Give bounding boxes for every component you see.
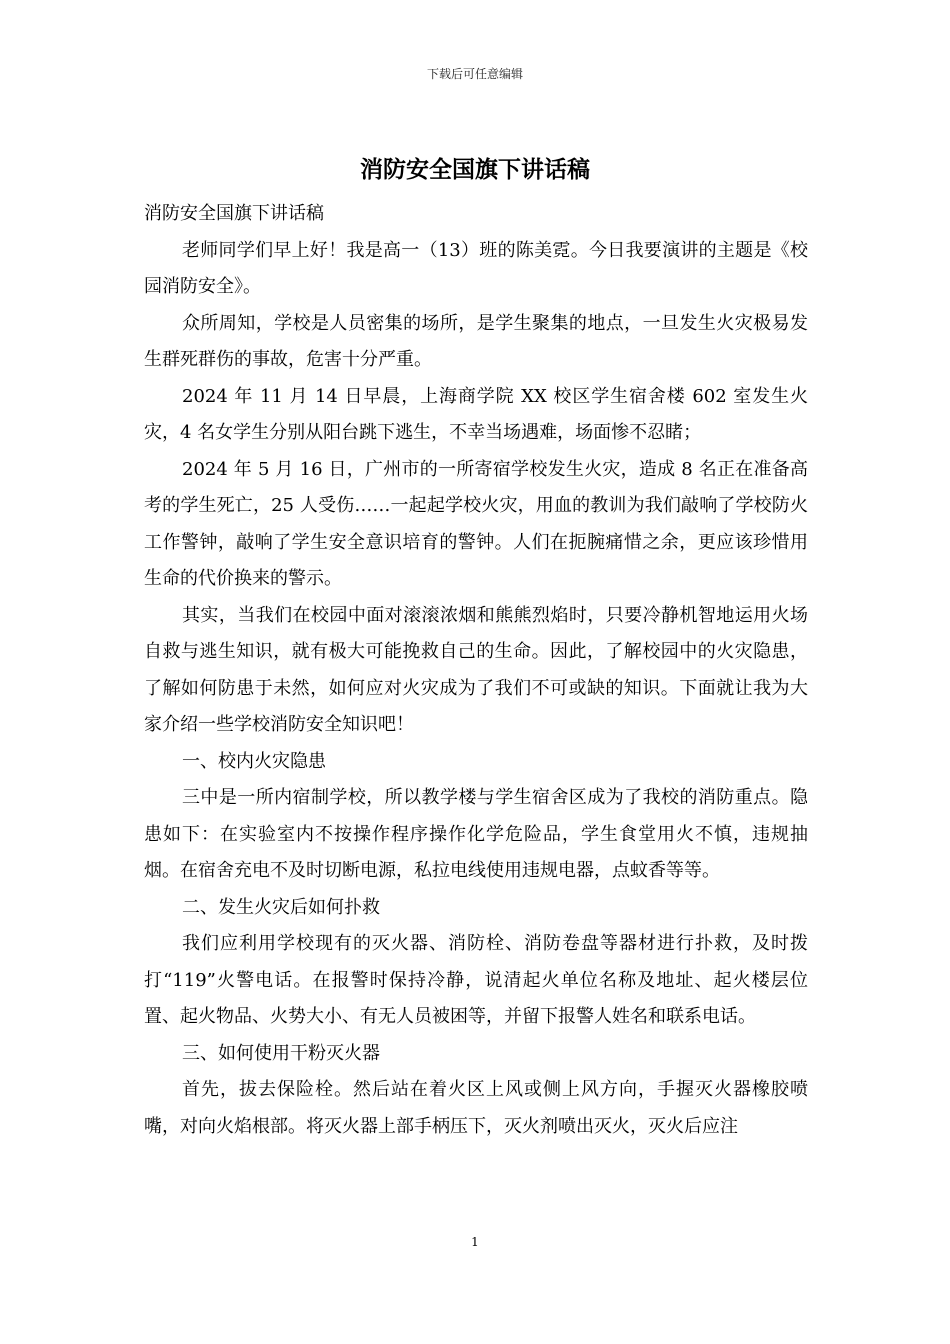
- paragraph-hazards: 三中是一所内宿制学校，所以教学楼与学生宿舍区成为了我校的消防重点。隐患如下：在实验室内不按操作程序操作化学危险品，学生食堂用火不慎，违规抽烟。在宿舍充电不及时切断电源，私拉电线使用违规电器，点蚊香等等。: [144, 787, 808, 881]
- paragraph-subtitle: 消防安全国旗下讲话稿: [144, 203, 324, 224]
- section-heading-extinguisher: 三、如何使用干粉灭火器: [182, 1042, 380, 1064]
- section-heading-hazards: 一、校内火灾隐患: [182, 750, 326, 772]
- section-heading-firefighting: 二、发生火灾后如何扑救: [182, 896, 380, 918]
- document-title: 消防安全国旗下讲话稿: [360, 157, 590, 183]
- paragraph-greeting: 老师同学们早上好！我是高一（13）班的陈美霓。今日我要演讲的主题是《校园消防安全》。: [144, 239, 808, 297]
- page-header: 下载后可任意编辑: [426, 67, 523, 81]
- paragraph-extinguisher: 首先，拔去保险栓。然后站在着火区上风或侧上风方向，手握灭火器橡胶喷嘴，对向火焰根部。将灭火器上部手柄压下，灭火剂喷出灭火，灭火后应注: [144, 1079, 808, 1137]
- paragraph-self-rescue: 其实，当我们在校园中面对滚滚浓烟和熊熊烈焰时，只要冷静机智地运用火场自救与逃生知识，就有极大可能挽救自己的生命。因此，了解校园中的火灾隐患，了解如何防患于未然，如何应对火灾成为了我们不可或缺的知识。下面就让我为大家介绍一些学校消防安全知识吧！: [144, 604, 808, 735]
- paragraph-firefighting: 我们应利用学校现有的灭火器、消防栓、消防卷盘等器材进行扑救，及时拨打“119”火警电话。在报警时保持冷静，说清起火单位名称及地址、起火楼层位置、起火物品、火势大小、有无人员被困等，并留下报警人姓名和联系电话。: [144, 933, 808, 1027]
- document-body: [144, 196, 808, 1145]
- paragraph-shanghai-fire: 2024 年 11 月 14 日早晨，上海商学院 XX 校区学生宿舍楼 602 室发生火灾，4 名女学生分别从阳台跳下逃生，不幸当场遇难，场面惨不忍睹；: [144, 385, 808, 443]
- page-number: 1: [471, 1235, 479, 1249]
- paragraph-guangzhou-fire: 2024 年 5 月 16 日，广州市的一所寄宿学校发生火灾，造成 8 名正在准备高考的学生死亡，25 人受伤……一起起学校火灾，用血的教训为我们敲响了学校防火工作警钟，敲响了学生安全意识培育的警钟。人们在扼腕痛惜之余，更应该珍惜用生命的代价换来的警示。: [144, 458, 808, 589]
- paragraph-intro: 众所周知，学校是人员密集的场所，是学生聚集的地点，一旦发生火灾极易发生群死群伤的事故，危害十分严重。: [144, 312, 808, 370]
